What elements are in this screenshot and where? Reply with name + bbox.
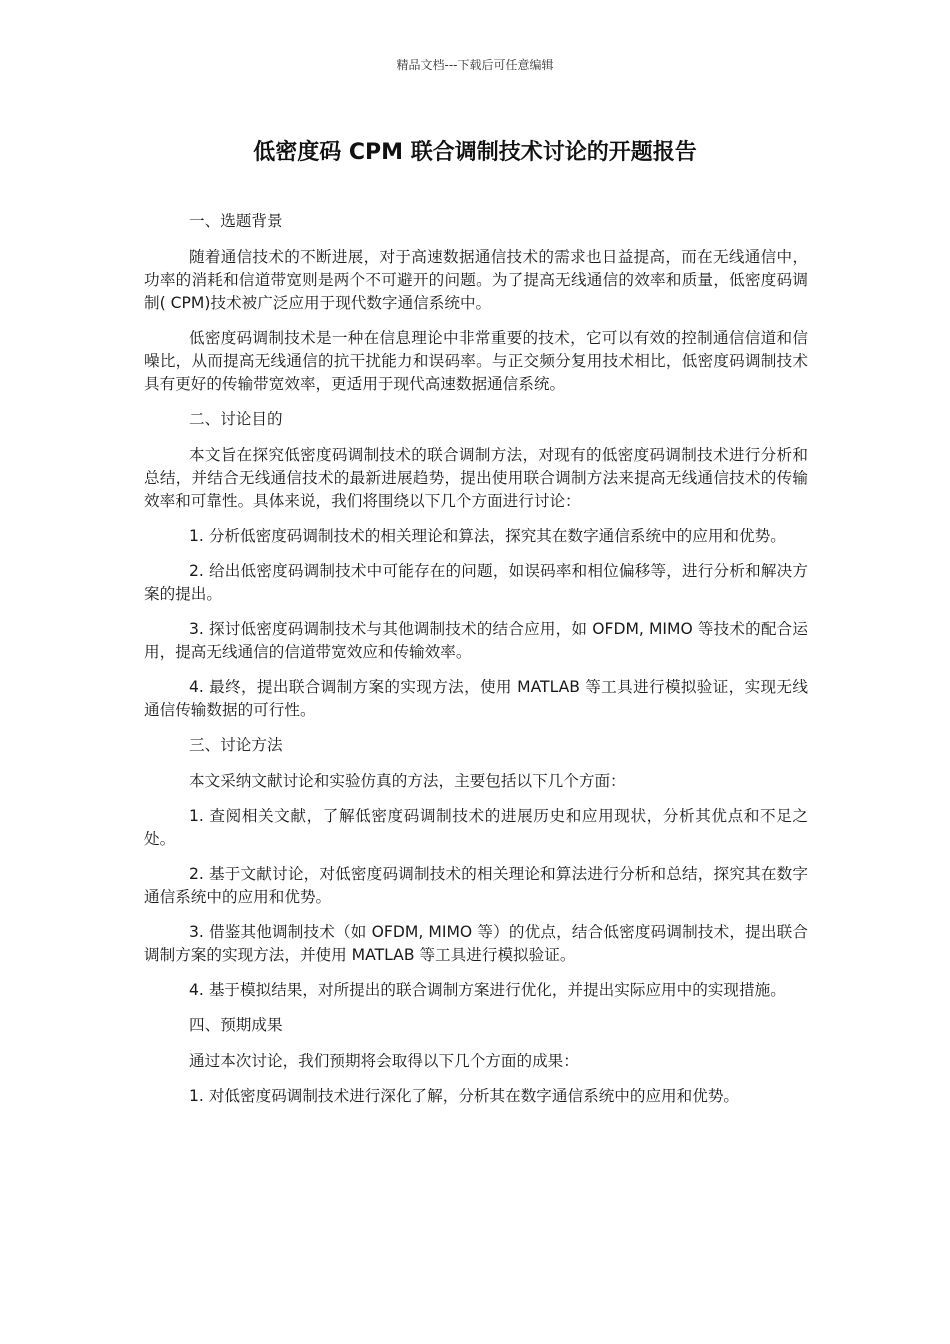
list-item: 3. 探讨低密度码调制技术与其他调制技术的结合应用，如 OFDM, MIMO 等技术的配合运用，提高无线通信的信道带宽效应和传输效率。	[144, 620, 808, 661]
section-heading: 四、预期成果	[189, 1016, 283, 1034]
section-heading: 二、讨论目的	[189, 410, 283, 428]
list-item: 1. 对低密度码调制技术进行深化了解，分析其在数字通信系统中的应用和优势。	[189, 1087, 740, 1105]
paragraph: 本文旨在探究低密度码调制技术的联合调制方法，对现有的低密度码调制技术进行分析和总结，并结合无线通信技术的最新进展趋势，提出使用联合调制方法来提高无线通信技术的传输效率和可靠性。具体来说，我们将围绕以下几个方面进行讨论：	[144, 446, 808, 510]
section-heading: 一、选题背景	[189, 212, 283, 230]
list-item: 2. 给出低密度码调制技术中可能存在的问题，如误码率和相位偏移等，进行分析和解决方案的提出。	[144, 562, 808, 603]
list-item: 4. 最终，提出联合调制方案的实现方法，使用 MATLAB 等工具进行模拟验证，实现无线通信传输数据的可行性。	[144, 678, 808, 719]
list-item: 3. 借鉴其他调制技术（如 OFDM, MIMO 等）的优点，结合低密度码调制技术，提出联合调制方案的实现方法，并使用 MATLAB 等工具进行模拟验证。	[144, 923, 808, 964]
section-heading: 三、讨论方法	[189, 736, 283, 754]
list-item: 2. 基于文献讨论，对低密度码调制技术的相关理论和算法进行分析和总结，探究其在数字通信系统中的应用和优势。	[144, 865, 808, 906]
paragraph: 本文采纳文献讨论和实验仿真的方法，主要包括以下几个方面：	[189, 772, 626, 790]
list-item: 1. 查阅相关文献，了解低密度码调制技术的进展历史和应用现状，分析其优点和不足之处。	[144, 807, 808, 848]
paragraph: 通过本次讨论，我们预期将会取得以下几个方面的成果：	[189, 1052, 579, 1070]
list-item: 1. 分析低密度码调制技术的相关理论和算法，探究其在数字通信系统中的应用和优势。	[189, 527, 786, 545]
document-title: 低密度码 CPM 联合调制技术讨论的开题报告	[253, 140, 697, 165]
list-item: 4. 基于模拟结果，对所提出的联合调制方案进行优化，并提出实际应用中的实现措施。	[189, 981, 786, 999]
paragraph: 随着通信技术的不断进展，对于高速数据通信技术的需求也日益提高，而在无线通信中，功率的消耗和信道带宽则是两个不可避开的问题。为了提高无线通信的效率和质量，低密度码调制( CPM)技术被广泛应用于现代数字通信系统中。	[144, 248, 808, 312]
page-header: 精品文档---下载后可任意编辑	[396, 58, 554, 72]
paragraph: 低密度码调制技术是一种在信息理论中非常重要的技术，它可以有效的控制通信信道和信噪比，从而提高无线通信的抗干扰能力和误码率。与正交频分复用技术相比，低密度码调制技术具有更好的传输带宽效率，更适用于现代高速数据通信系统。	[144, 329, 808, 393]
document-body	[144, 210, 808, 1120]
